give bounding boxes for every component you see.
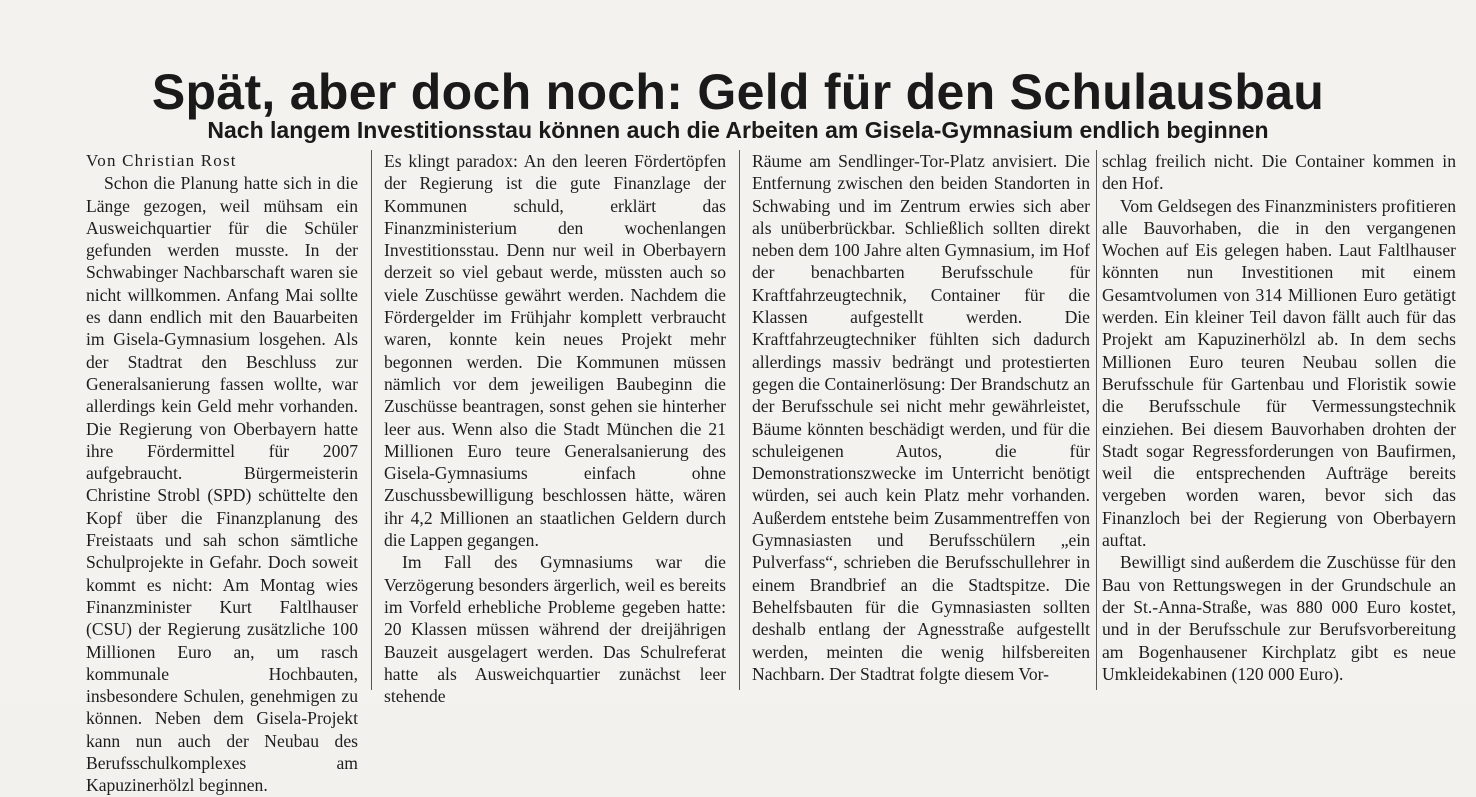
paragraph: Schon die Planung hatte sich in die Länge gezogen, weil mühsam ein Ausweichquartier für die Schüler gefunden werden musste. In der Schwabinger Nachbarschaft waren sie nicht willkommen. Anfang Mai sollte es dann endlich mit den Bauarbeiten im Gisela-Gymnasium losgehen. Als der Stadtrat den Beschluss zur Generalsanierung fassen wollte, war allerdings kein Geld mehr vorhanden. Die Regierung von Oberbayern hatte ihre Fördermittel für 2007 aufgebraucht. Bürgermeisterin Christine Strobl (SPD) schüttelte den Kopf über die Finanzplanung des Freistaats und sah schon sämtliche Schulprojekte in Gefahr. Doch soweit kommt es nicht: Am Montag wies Finanzminister Kurt Faltlhauser (CSU) der Regierung zusätzliche 100 Millionen Euro an, um rasch kommunale Hochbauten, insbesondere Schulen, genehmigen zu können. Neben dem Gisela-Projekt kann nun auch der Neubau des Berufsschulkomplexes am Kapuzinerhölzl beginnen. [86, 173, 358, 796]
article-column-3 [752, 150, 1090, 695]
article-column-2 [384, 150, 726, 707]
paragraph: schlag freilich nicht. Die Container kommen in den Hof. [1102, 151, 1456, 194]
column-divider [371, 150, 372, 690]
headline: Spät, aber doch noch: Geld für den Schulausbau [151, 63, 1325, 120]
paragraph: Bewilligt sind außerdem die Zuschüsse für den Bau von Rettungswegen in der Grundschule an der St.-Anna-Straße, was 880 000 Euro kostet, und in der Berufsschule zur Berufsvorbereitung am Bogenhausener Kirchplatz gibt es neue Umkleidekabinen (120 000 Euro). [1102, 552, 1456, 684]
paragraph: Es klingt paradox: An den leeren Fördertöpfen der Regierung ist die gute Finanzlage der Kommunen schuld, erklärt das Finanzministerium den wochenlangen Investitionsstau. Denn nur weil in Oberbayern derzeit so viel gebaut werde, müssten auch so viele Zuschüsse gewährt werden. Nachdem die Fördergelder im Frühjahr komplett verbraucht waren, konnte kein neues Projekt mehr begonnen werden. Die Kommunen müssen nämlich vor dem jeweiligen Baubeginn die Zuschüsse beantragen, sonst gehen sie hinterher leer aus. Wenn also die Stadt München die 21 Millionen Euro teure Generalsanierung des Gisela-Gymnasiums einfach ohne Zuschussbewilligung beschlossen hätte, wären ihr 4,2 Millionen an staatlichen Geldern durch die Lappen gegangen. [384, 151, 726, 551]
subheadline: Nach langem Investitionsstau können auch die Arbeiten am Gisela-Gymnasium endlich beginnen [207, 117, 1269, 144]
article-column-1 [86, 150, 358, 796]
paragraph: Vom Geldsegen des Finanzministers profitieren alle Bauvorhaben, die in den vergangenen Wochen auf Eis gelegen haben. Laut Faltlhauser könnten nun Investitionen mit einem Gesamtvolumen von 314 Millionen Euro getätigt werden. Ein kleiner Teil davon fällt auch für das Projekt am Kapuzinerhölzl ab. In dem sechs Millionen Euro teuren Neubau sollen die Berufsschule für Gartenbau und Floristik sowie die Berufsschule für Vermessungstechnik einziehen. Bei diesem Bauvorhaben drohten der Stadt sogar Regressforderungen von Baufirmen, weil die entsprechenden Aufträge bereits vergeben worden waren, bevor sich das Finanzloch bei der Regierung von Oberbayern auftat. [1102, 195, 1456, 551]
column-divider [739, 150, 740, 690]
column-divider [1096, 150, 1097, 690]
article-column-4 [1102, 150, 1456, 695]
paragraph: Im Fall des Gymnasiums war die Verzögerung besonders ärgerlich, weil es bereits im Vorfeld erhebliche Probleme gegeben hatte: 20 Klassen müssen während der dreijährigen Bauzeit ausgelagert werden. Das Schulreferat hatte als Ausweichquartier zunächst leer stehende [384, 552, 726, 707]
paragraph: Räume am Sendlinger-Tor-Platz anvisiert. Die Entfernung zwischen den beiden Standorten in Schwabing und im Zentrum erwies sich aber als unüberbrückbar. Schließlich sollten direkt neben dem 100 Jahre alten Gymnasium, im Hof der benachbarten Berufsschule für Kraftfahrzeugtechnik, Container für die Klassen aufgestellt werden. Die Kraftfahrzeugtechniker fühlten sich dadurch allerdings massiv bedrängt und protestierten gegen die Containerlösung: Der Brandschutz an der Berufsschule sei nicht mehr gewährleistet, Bäume könnten beschädigt werden, und für die schuleigenen Autos, die für Demonstrationszwecke im Unterricht benötigt würden, sei auch kein Platz mehr vorhanden. Außerdem entstehe beim Zusammentreffen von Gymnasiasten und Berufsschülern „ein Pulverfass“, schrieben die Berufsschullehrer in einem Brandbrief an die Stadtspitze. Die Behelfsbauten für die Gymnasiasten sollten deshalb entlang der Agnesstraße aufgestellt werden, meinten die wenig hilfsbereiten Nachbarn. Der Stadtrat folgte diesem Vor- [752, 151, 1090, 684]
byline: Von Christian Rost [86, 151, 237, 170]
